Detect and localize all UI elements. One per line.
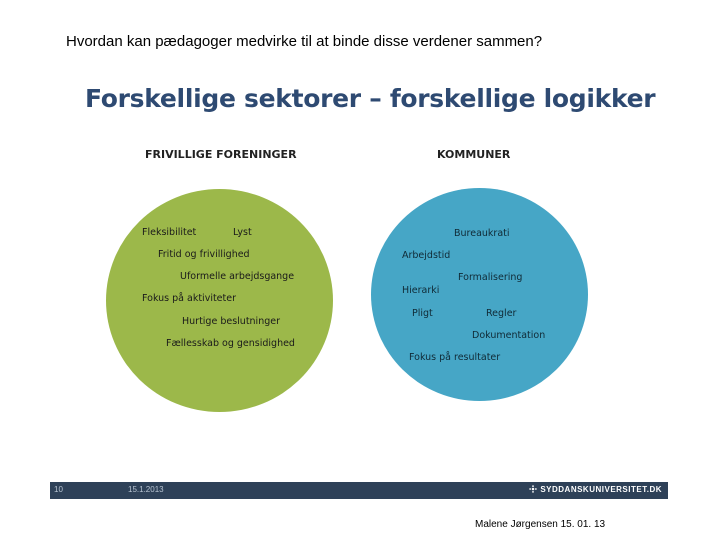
term-formalisering: Formalisering bbox=[458, 272, 523, 283]
footer-bar bbox=[50, 482, 668, 499]
term-fokus-paa-resultater: Fokus på resultater bbox=[409, 352, 501, 363]
term-faellesskab-og-genside: Fællesskab og gensidighed bbox=[166, 338, 295, 349]
slide-question: Hvordan kan pædagoger medvirke til at binde disse verdener sammen? bbox=[66, 33, 543, 50]
term-bureaukrati: Bureaukrati bbox=[454, 228, 510, 239]
term-uformelle-arbejdsgange: Uformelle arbejdsgange bbox=[180, 271, 295, 282]
term-fokus-paa-aktiviteter: Fokus på aktiviteter bbox=[142, 293, 237, 304]
term-lyst: Lyst bbox=[233, 227, 252, 238]
term-hierarki: Hierarki bbox=[402, 285, 440, 296]
slide-title: Forskellige sektorer – forskellige logikker bbox=[85, 84, 656, 113]
footer-logo bbox=[529, 485, 662, 494]
term-pligt: Pligt bbox=[412, 308, 433, 319]
slide-number: 10 bbox=[54, 485, 63, 494]
term-dokumentation: Dokumentation bbox=[472, 330, 546, 341]
term-hurtige-beslutninger: Hurtige beslutninger bbox=[182, 316, 281, 327]
footer-date: 15.1.2013 bbox=[128, 485, 164, 494]
author-note: Malene Jørgensen 15. 01. 13 bbox=[475, 519, 606, 530]
term-regler: Regler bbox=[486, 308, 517, 319]
footer-logo-text: SYDDANSKUNIVERSITET.DK bbox=[540, 485, 662, 494]
term-fritid-og-frivillighed: Fritid og frivillighed bbox=[158, 249, 250, 260]
term-fleksibilitet: Fleksibilitet bbox=[142, 227, 197, 238]
heading-frivillige-foreninger: FRIVILLIGE FORENINGER bbox=[145, 148, 297, 161]
university-logo-icon bbox=[529, 485, 537, 493]
term-arbejdstid: Arbejdstid bbox=[402, 250, 451, 261]
heading-kommuner: KOMMUNER bbox=[437, 148, 511, 161]
